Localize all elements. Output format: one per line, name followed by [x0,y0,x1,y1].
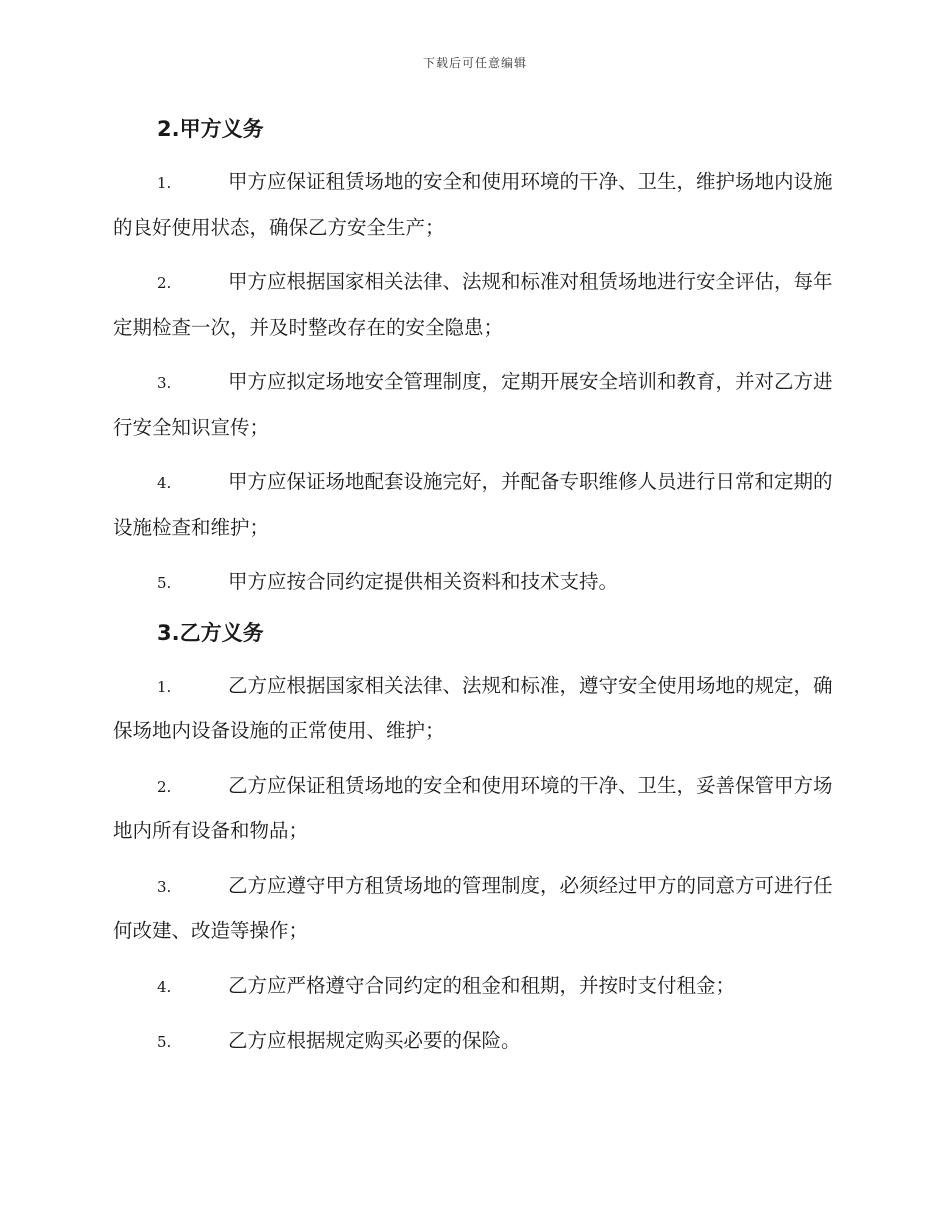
list-item [113,460,835,550]
item-text: 乙方应保证租赁场地的安全和使用环境的干净、卫生，妥善保管甲方场地内所有设备和物品； [113,773,833,842]
item-number: 2. [157,777,172,796]
section-title-party-a: 2.甲方义务 [157,117,264,141]
list-item [113,160,835,250]
item-number: 5. [157,1033,172,1051]
item-text: 乙方应根据国家相关法律、法规和标准，遵守安全使用场地的规定，确保场地内设备设施的正常使用、维护； [113,673,833,742]
item-number: 4. [157,977,172,996]
item-text: 乙方应根据规定购买必要的保险。 [228,1029,521,1052]
list-item [113,664,835,754]
list-item [113,560,835,606]
section-title-party-b: 3.乙方义务 [157,620,264,645]
list-item [113,260,835,350]
list-item [113,864,835,954]
list-item [113,360,835,450]
item-number: 3. [157,374,172,392]
item-number: 2. [157,274,172,292]
item-text: 甲方应保证租赁场地的安全和使用环境的干净、卫生，维护场地内设施的良好使用状态，确保乙方安全生产； [113,170,833,239]
item-number: 4. [157,474,172,492]
page-header-note: 下载后可任意编辑 [422,56,527,70]
item-text: 甲方应按合同约定提供相关资料和技术支持。 [228,570,619,593]
item-number: 5. [157,574,172,592]
item-number: 3. [157,877,172,896]
item-number: 1. [157,174,172,192]
item-text: 甲方应根据国家相关法律、法规和标准对租赁场地进行安全评估，每年定期检查一次，并及时整改存在的安全隐患； [113,270,833,339]
item-number: 1. [157,677,172,696]
list-item [113,1019,835,1065]
document-body [113,112,835,1075]
item-text: 乙方应严格遵守合同约定的租金和租期，并按时支付租金； [228,973,736,997]
item-text: 甲方应保证场地配套设施完好，并配备专职维修人员进行日常和定期的设施检查和维护； [113,470,833,539]
list-item [113,964,835,1010]
item-text: 甲方应拟定场地安全管理制度，定期开展安全培训和教育，并对乙方进行安全知识宣传； [113,370,833,439]
item-text: 乙方应遵守甲方租赁场地的管理制度，必须经过甲方的同意方可进行任何改建、改造等操作； [113,873,833,942]
list-item [113,764,835,854]
